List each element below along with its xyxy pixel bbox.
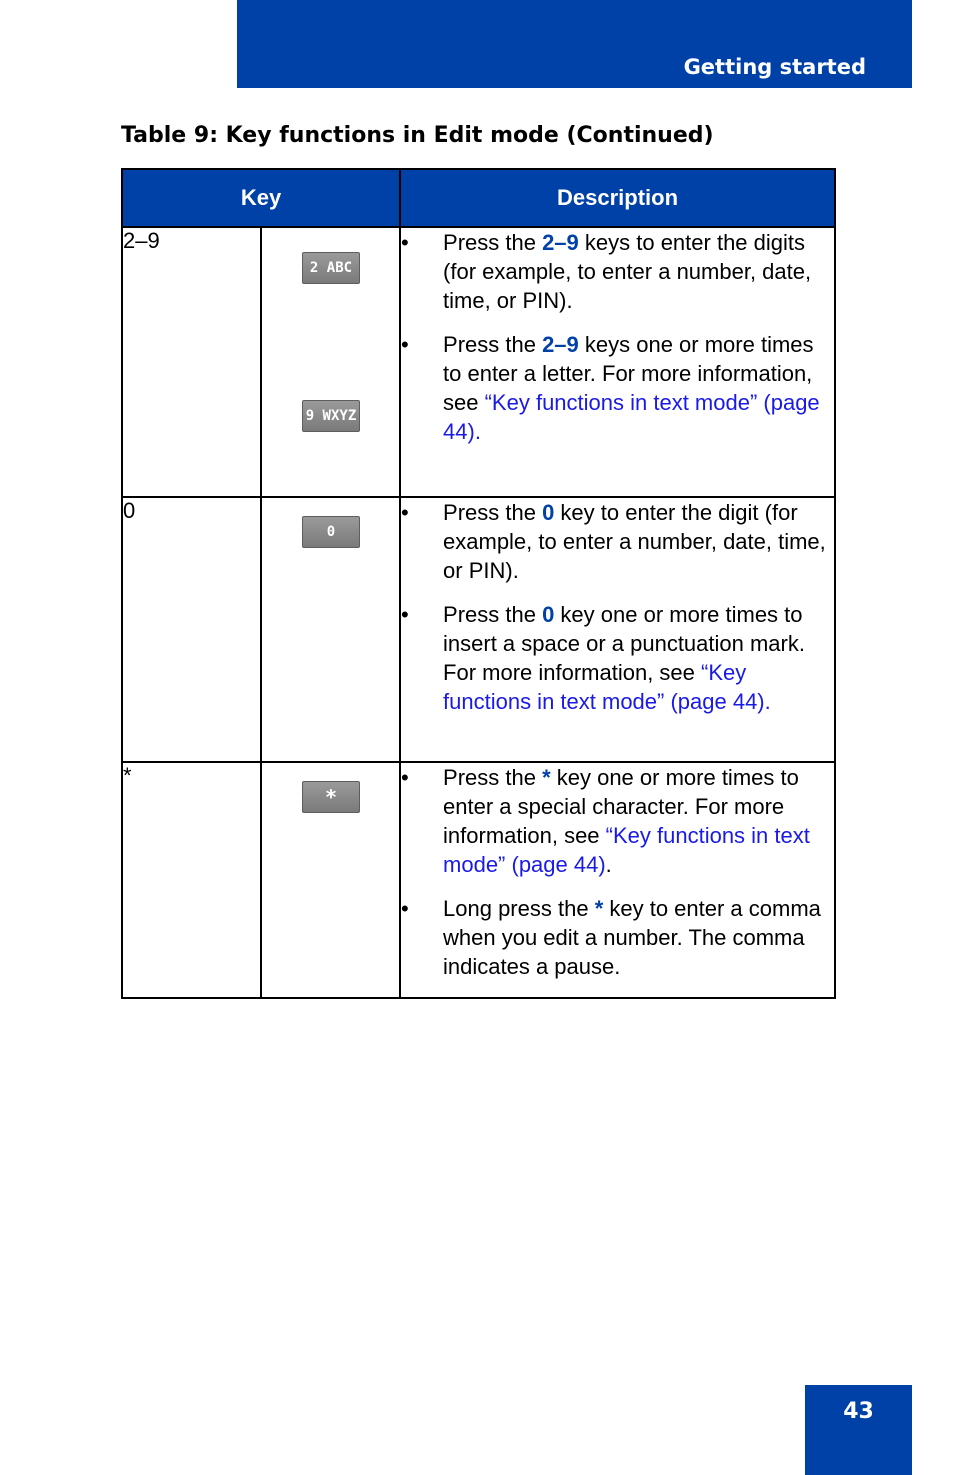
- page-number: 43: [805, 1385, 912, 1475]
- key-icon-cell: [261, 497, 400, 762]
- header-description: Description: [400, 169, 835, 227]
- description-cell: [400, 227, 835, 497]
- key-highlight: *: [594, 896, 604, 921]
- list-item: • Press the 2–9 keys one or more times to enter a letter. For more information, see “Key functions in text mode” (page 44).: [401, 332, 820, 444]
- key-star-icon: *: [302, 781, 360, 813]
- key-highlight: 0: [542, 602, 555, 627]
- cross-reference-link[interactable]: “Key functions in text mode” (page 44): [443, 660, 765, 714]
- table-row: [122, 762, 835, 998]
- key-icon-cell: [261, 762, 400, 998]
- cross-reference-link[interactable]: “Key functions in text mode” (page 44): [443, 390, 820, 444]
- list-item: • Press the * key one or more times to enter a special character. For more information, see “Key functions in text mode” (page 44).: [401, 765, 810, 877]
- key-2-icon: 2 ABC: [302, 252, 360, 284]
- key-functions-table: [121, 168, 836, 999]
- key-label: 0: [122, 497, 261, 762]
- key-highlight: 0: [542, 500, 555, 525]
- cross-reference-link[interactable]: “Key functions in text mode” (page 44): [443, 823, 810, 877]
- key-9-icon: 9 WXYZ: [302, 400, 360, 432]
- list-item: • Press the 0 key one or more times to insert a space or a punctuation mark. For more information, see “Key functions in text mode” (page 44).: [401, 602, 805, 714]
- header-band: [237, 0, 912, 88]
- key-highlight: *: [542, 765, 551, 790]
- key-highlight: 2–9: [542, 332, 579, 357]
- key-icon-cell: [261, 227, 400, 497]
- section-title: Getting started: [683, 55, 866, 79]
- key-highlight: 2–9: [542, 230, 579, 255]
- header-key: Key: [122, 169, 400, 227]
- description-cell: [400, 497, 835, 762]
- key-label: *: [122, 762, 261, 998]
- list-item: • Press the 0 key to enter the digit (for example, to enter a number, date, time, or PIN).: [401, 500, 826, 583]
- list-item: • Long press the * key to enter a comma when you edit a number. The comma indicates a pause.: [401, 896, 821, 979]
- key-0-icon: 0: [302, 516, 360, 548]
- list-item: • Press the 2–9 keys to enter the digits (for example, to enter a number, date, time, or PIN).: [401, 230, 812, 313]
- table-row: [122, 227, 835, 497]
- description-cell: [400, 762, 835, 998]
- table-row: [122, 497, 835, 762]
- key-label: 2–9: [122, 227, 261, 497]
- table-caption: Table 9: Key functions in Edit mode (Continued): [121, 123, 714, 148]
- table-header-row: [122, 169, 835, 227]
